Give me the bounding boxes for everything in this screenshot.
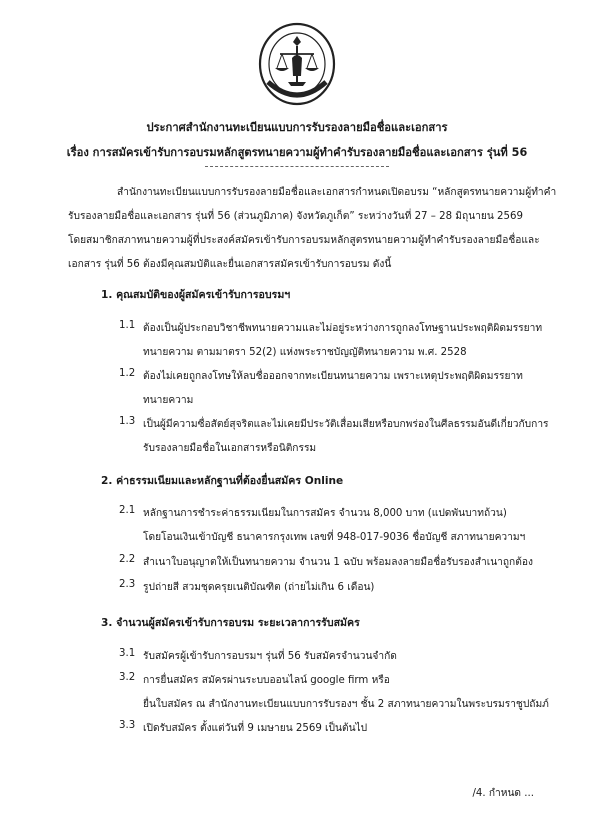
intro-line: สำนักงานทะเบียนแบบการรับรองลายมือชื่อและเอกสารกำหนดเปิดอบรม “หลักสูตรทนายความผู้ทำคำ (117, 187, 557, 198)
item-text: การยื่นสมัคร สมัครผ่านระบบออนไลน์ google firm หรือ (143, 675, 390, 686)
section-heading-fees: 2. ค่าธรรมเนียมและหลักฐานที่ต้องยื่นสมัคร Online (101, 475, 344, 487)
section-heading-application-period: 3. จำนวนผู้สมัครเข้ารับการอบรม ระยะเวลาการรับสมัคร (101, 617, 360, 629)
announcement-subject: เรื่อง การสมัครเข้ารับการอบรมหลักสูตรทนายความผู้ทำคำรับรองลายมือชื่อและเอกสาร รุ่นที่ 56 (66, 146, 528, 159)
item-number: 2.1 (119, 505, 136, 516)
item-number: 3.1 (119, 648, 136, 659)
item-text: รับสมัครผู้เข้ารับการอบรมฯ รุ่นที่ 56 รับสมัครจำนวนจำกัด (143, 651, 397, 662)
item-number: 2.2 (119, 554, 136, 565)
item-text: ต้องเป็นผู้ประกอบวิชาชีพทนายความและไม่อยู่ระหว่างการถูกลงโทษฐานประพฤติผิดมรรยาท (143, 323, 543, 334)
intro-line: รับรองลายมือชื่อและเอกสาร รุ่นที่ 56 (ส่วนภูมิภาค) จังหวัดภูเก็ต” ระหว่างวันที่ 27 – 28 มิถุนายน 2569 (68, 211, 523, 222)
item-text: โดยโอนเงินเข้าบัญชี ธนาคารกรุงเทพ เลขที่ 948-017-9036 ชื่อบัญชี สภาทนายความฯ (143, 532, 526, 543)
item-text: เป็นผู้มีความซื่อสัตย์สุจริตและไม่เคยมีประวัติเสื่อมเสียหรือบกพร่องในศีลธรรมอันดีเกี่ยวกับการ (143, 419, 549, 430)
item-text: สำเนาใบอนุญาตให้เป็นทนายความ จำนวน 1 ฉบับ พร้อมลงลายมือชื่อรับรองสำเนาถูกต้อง (143, 557, 533, 568)
intro-line: โดยสมาชิกสภาทนายความผู้ที่ประสงค์สมัครเข้ารับการอบรมหลักสูตรทนายความผู้ทำคำรับรองลายมือชื่อและ (68, 235, 540, 246)
title-divider (205, 166, 389, 167)
page-continuation: /4. กำหนด ... (472, 788, 534, 799)
item-text: ทนายความ (143, 395, 194, 406)
item-number: 1.2 (119, 368, 136, 379)
item-number: 1.1 (119, 320, 136, 331)
announcement-title: ประกาศสำนักงานทะเบียนแบบการรับรองลายมือชื่อและเอกสาร (146, 121, 448, 134)
item-text: รับรองลายมือชื่อในเอกสารหรือนิติกรรม (143, 443, 317, 454)
item-text: เปิดรับสมัคร ตั้งแต่วันที่ 9 เมษายน 2569 เป็นต้นไป (143, 723, 368, 734)
item-text: ยื่นใบสมัคร ณ สำนักงานทะเบียนแบบการรับรองฯ ชั้น 2 สภาทนายความในพระบรมราชูปถัมภ์ (143, 699, 549, 710)
lawyers-council-seal-icon (258, 22, 336, 106)
item-text: ต้องไม่เคยถูกลงโทษให้ลบชื่อออกจากทะเบียนทนายความ เพราะเหตุประพฤติผิดมรรยาท (143, 371, 523, 382)
section-heading-qualifications: 1. คุณสมบัติของผู้สมัครเข้ารับการอบรมฯ (101, 289, 291, 301)
item-text: หลักฐานการชำระค่าธรรมเนียมในการสมัคร จำนวน 8,000 บาท (แปดพันบาทถ้วน) (143, 508, 507, 519)
item-text: รูปถ่ายสี สวมชุดครุยเนติบัณฑิต (ถ่ายไม่เกิน 6 เดือน) (143, 582, 375, 593)
item-number: 1.3 (119, 416, 136, 427)
intro-line: เอกสาร รุ่นที่ 56 ต้องมีคุณสมบัติและยื่นเอกสารสมัครเข้ารับการอบรม ดังนี้ (68, 259, 392, 270)
item-number: 3.3 (119, 720, 136, 731)
item-number: 2.3 (119, 579, 136, 590)
item-number: 3.2 (119, 672, 136, 683)
item-text: ทนายความ ตามมาตรา 52(2) แห่งพระราชบัญญัติทนายความ พ.ศ. 2528 (143, 347, 467, 358)
